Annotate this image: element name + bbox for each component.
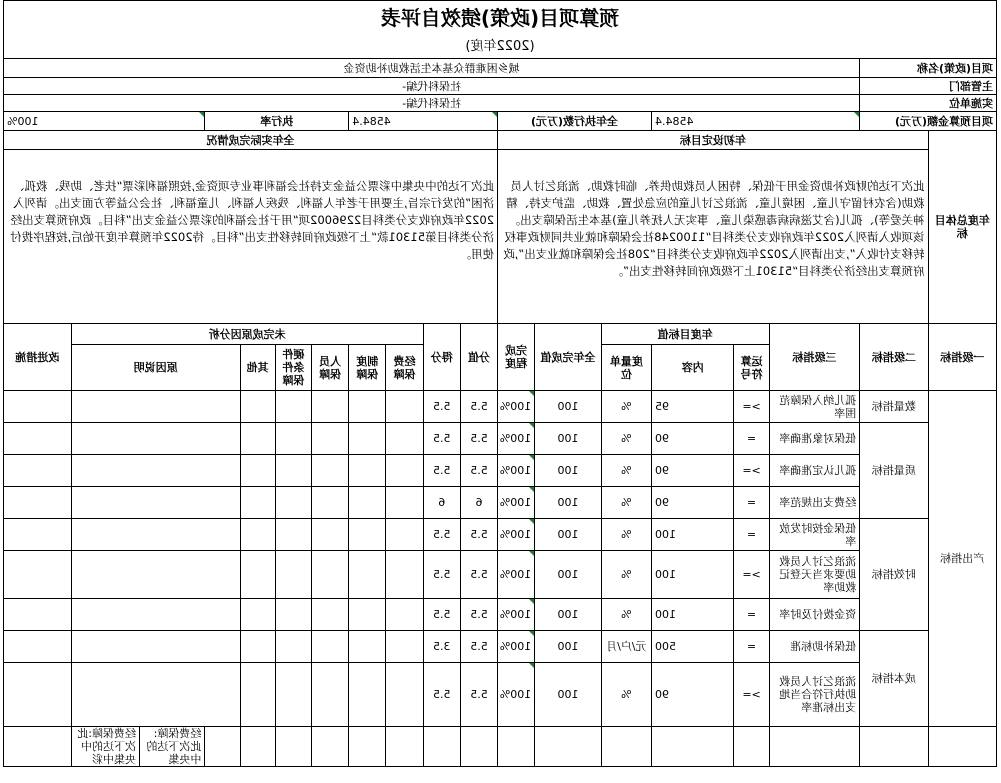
- exec-value[interactable]: 4584.4: [349, 112, 498, 131]
- weight-cell[interactable]: 5.5: [460, 423, 497, 455]
- header-system: 制度保障: [349, 345, 386, 391]
- reason-check-cell[interactable]: [349, 487, 386, 519]
- completion-cell[interactable]: 100%: [498, 663, 535, 727]
- page-title: 预算项目(政策)绩效自评表: [4, 1, 997, 36]
- reason-check-cell[interactable]: [349, 631, 386, 663]
- reason-check-cell[interactable]: [275, 631, 311, 663]
- full-year-value-cell[interactable]: 100: [535, 663, 601, 727]
- reason-check-cell[interactable]: [275, 663, 311, 727]
- content-cell[interactable]: 100: [651, 551, 733, 599]
- bottom-note-cause[interactable]: 经费保障:此次下达的中央集: [139, 727, 204, 767]
- level3-cell[interactable]: 孤儿认定准确率: [769, 455, 860, 487]
- weight-cell[interactable]: 5.5: [460, 391, 497, 423]
- cause-desc-cell[interactable]: [71, 391, 240, 423]
- reason-check-cell[interactable]: [349, 519, 386, 551]
- header-operator: 运算符号: [734, 345, 769, 391]
- reason-check-cell[interactable]: [349, 663, 386, 727]
- actual-goal-header: 全年实际完成情况: [4, 131, 498, 150]
- operator-cell[interactable]: =: [734, 423, 769, 455]
- bottom-cell: [651, 727, 733, 767]
- bottom-cell: [423, 727, 460, 767]
- reason-check-cell[interactable]: [349, 423, 386, 455]
- weight-cell[interactable]: 5.5: [460, 631, 497, 663]
- level2-cell: 质量指标: [860, 423, 928, 519]
- full-year-value-cell[interactable]: 100: [535, 631, 601, 663]
- bottom-cell: [275, 727, 311, 767]
- unit-cell[interactable]: %: [601, 663, 651, 727]
- reason-check-cell[interactable]: [386, 391, 423, 423]
- improve-cell[interactable]: [4, 631, 72, 663]
- budget-label: 项目预算金额(万元): [860, 112, 997, 131]
- score-cell[interactable]: 5.5: [423, 551, 460, 599]
- reason-check-cell[interactable]: [349, 599, 386, 631]
- full-year-value-cell[interactable]: 100: [535, 423, 601, 455]
- completion-cell[interactable]: 100%: [498, 551, 535, 599]
- bottom-cell: [860, 727, 928, 767]
- header-other: 其他: [240, 345, 275, 391]
- completion-cell[interactable]: 100%: [498, 455, 535, 487]
- header-weight: 分值: [460, 324, 497, 391]
- reason-check-cell[interactable]: [275, 487, 311, 519]
- header-personnel: 人员保障: [311, 345, 348, 391]
- operator-cell[interactable]: >=: [734, 551, 769, 599]
- weight-cell[interactable]: 5.5: [460, 455, 497, 487]
- unit-label: 实施单位: [860, 95, 997, 112]
- cause-desc-cell[interactable]: [71, 551, 240, 599]
- header-reasons: 未完成原因分析: [71, 324, 423, 345]
- unit-cell[interactable]: %: [601, 455, 651, 487]
- full-year-value-cell[interactable]: 100: [535, 599, 601, 631]
- reason-check-cell[interactable]: [311, 455, 348, 487]
- content-cell[interactable]: 95: [651, 391, 733, 423]
- reason-check-cell[interactable]: [311, 599, 348, 631]
- reason-check-cell[interactable]: [386, 599, 423, 631]
- reason-check-cell[interactable]: [240, 455, 275, 487]
- level3-cell[interactable]: 流浪乞讨人员救助要求当天登记救助率: [769, 551, 860, 599]
- bottom-note-improve[interactable]: 经费保障:此次下达的中央集中彩: [71, 727, 139, 767]
- project-name-value[interactable]: 城乡困难群众基本生活救助补助资金: [4, 59, 860, 78]
- reason-check-cell[interactable]: [349, 551, 386, 599]
- unit-cell[interactable]: %: [601, 423, 651, 455]
- reason-check-cell[interactable]: [240, 663, 275, 727]
- reason-check-cell[interactable]: [275, 599, 311, 631]
- score-cell[interactable]: 5.5: [423, 599, 460, 631]
- indicator-rows: [4, 391, 997, 727]
- table-row: [4, 455, 997, 487]
- reason-check-cell[interactable]: [349, 455, 386, 487]
- cause-desc-cell[interactable]: [71, 423, 240, 455]
- content-cell[interactable]: 500: [651, 631, 733, 663]
- unit-cell[interactable]: %: [601, 551, 651, 599]
- cause-desc-cell[interactable]: [71, 631, 240, 663]
- completion-cell[interactable]: 100%: [498, 391, 535, 423]
- reason-check-cell[interactable]: [311, 487, 348, 519]
- weight-cell[interactable]: 5.5: [460, 599, 497, 631]
- reason-check-cell[interactable]: [275, 423, 311, 455]
- content-cell[interactable]: 90: [651, 423, 733, 455]
- score-cell[interactable]: 5.5: [423, 423, 460, 455]
- level2-cell: 时效指标: [860, 519, 928, 631]
- level2-cell: 成本指标: [860, 631, 928, 727]
- table-row: [4, 551, 997, 599]
- reason-check-cell[interactable]: [386, 631, 423, 663]
- level3-cell[interactable]: 低保对象准确率: [769, 423, 860, 455]
- unit-value[interactable]: 社保科代编-: [4, 95, 860, 112]
- table-row: [4, 599, 997, 631]
- reason-check-cell[interactable]: [240, 519, 275, 551]
- full-year-value-cell[interactable]: 100: [535, 551, 601, 599]
- score-cell[interactable]: 5.5: [423, 519, 460, 551]
- improve-cell[interactable]: [4, 599, 72, 631]
- content-cell[interactable]: 100: [651, 519, 733, 551]
- reason-check-cell[interactable]: [311, 423, 348, 455]
- header-level1: 一级指标: [928, 324, 996, 391]
- actual-goal-text[interactable]: 此次下达的中央集中彩票公益金支持社会福利事业专项资金,按照福利彩票“扶老、助残、救孤、济困”的发行宗旨,主要用于老年人福利、残疾人福利、儿童福利、社会公益等方面支出。请列入2022年政府收支分类科目2296002项“用于社会福利的彩票公益金支出”科目。政府预算支出经济分类科目第51301款“上下级政府间转移性支出”科目。待2022年预算年度开始后,按程序拨付使用。: [4, 150, 498, 324]
- improve-cell[interactable]: [4, 455, 72, 487]
- header-cause-desc: 原因说明: [71, 345, 240, 391]
- rate-label: 执行率: [205, 112, 349, 131]
- weight-cell[interactable]: 5.5: [460, 663, 497, 727]
- reason-check-cell[interactable]: [386, 663, 423, 727]
- level3-cell[interactable]: 孤儿纳入保障范围率: [769, 391, 860, 423]
- dept-label: 主管部门: [860, 78, 997, 95]
- content-cell[interactable]: 90: [651, 455, 733, 487]
- reason-check-cell[interactable]: [311, 391, 348, 423]
- header-unit: 度量单位: [601, 345, 651, 391]
- bottom-cell: [734, 727, 769, 767]
- header-annual-target: 年度目标值: [601, 324, 769, 345]
- score-cell[interactable]: 5.5: [423, 663, 460, 727]
- reason-check-cell[interactable]: [311, 663, 348, 727]
- header-full-year-value: 全年完成值: [535, 324, 601, 391]
- budget-value[interactable]: 4584.4: [651, 112, 859, 131]
- operator-cell[interactable]: =: [734, 599, 769, 631]
- weight-cell[interactable]: 5.5: [460, 551, 497, 599]
- reason-check-cell[interactable]: [275, 551, 311, 599]
- cause-desc-cell[interactable]: [71, 663, 240, 727]
- reason-check-cell[interactable]: [240, 599, 275, 631]
- reason-check-cell[interactable]: [240, 487, 275, 519]
- score-cell[interactable]: 5.5: [423, 391, 460, 423]
- completion-cell[interactable]: 100%: [498, 423, 535, 455]
- table-row: [4, 519, 997, 551]
- table-row: [4, 487, 997, 519]
- bottom-cell: [311, 727, 348, 767]
- reason-check-cell[interactable]: [311, 551, 348, 599]
- bottom-cell: [498, 727, 535, 767]
- bottom-cell: [4, 727, 72, 767]
- reason-check-cell[interactable]: [311, 519, 348, 551]
- completion-cell[interactable]: 100%: [498, 487, 535, 519]
- reason-check-cell[interactable]: [386, 487, 423, 519]
- bottom-cell: [769, 727, 860, 767]
- level1-cell: 产出指标: [928, 391, 996, 727]
- project-name-label: 项目(政策)名称: [860, 59, 997, 78]
- improve-cell[interactable]: [4, 551, 72, 599]
- reason-check-cell[interactable]: [311, 631, 348, 663]
- bottom-cell: [601, 727, 651, 767]
- operator-cell[interactable]: =: [734, 631, 769, 663]
- operator-cell[interactable]: >=: [734, 455, 769, 487]
- cause-desc-cell[interactable]: [71, 599, 240, 631]
- reason-check-cell[interactable]: [386, 551, 423, 599]
- goal-section-label: 年度总体目标: [928, 131, 996, 324]
- score-cell[interactable]: 6: [423, 487, 460, 519]
- reason-check-cell[interactable]: [240, 423, 275, 455]
- level3-cell[interactable]: 经费支出规范率: [769, 487, 860, 519]
- bottom-cell: [386, 727, 423, 767]
- header-level2: 二级指标: [860, 324, 928, 391]
- bottom-cell: [535, 727, 601, 767]
- reason-check-cell[interactable]: [240, 631, 275, 663]
- header-completion: 完成程度: [498, 324, 535, 391]
- unit-cell[interactable]: %: [601, 599, 651, 631]
- improve-cell[interactable]: [4, 519, 72, 551]
- unit-cell[interactable]: %: [601, 519, 651, 551]
- improve-cell[interactable]: [4, 391, 72, 423]
- full-year-value-cell[interactable]: 100: [535, 455, 601, 487]
- planned-goal-header: 年初设定目标: [498, 131, 929, 150]
- reason-check-cell[interactable]: [386, 455, 423, 487]
- level3-cell[interactable]: 低保补助标准: [769, 631, 860, 663]
- improve-cell[interactable]: [4, 663, 72, 727]
- completion-cell[interactable]: 100%: [498, 631, 535, 663]
- table-row: [4, 423, 997, 455]
- operator-cell[interactable]: =: [734, 487, 769, 519]
- level3-cell[interactable]: 资金拨付及时率: [769, 599, 860, 631]
- unit-cell[interactable]: %: [601, 391, 651, 423]
- full-year-value-cell[interactable]: 100: [535, 487, 601, 519]
- header-funding: 经费保障: [386, 345, 423, 391]
- reason-check-cell[interactable]: [386, 423, 423, 455]
- table-row: [4, 391, 997, 423]
- operator-cell[interactable]: >=: [734, 391, 769, 423]
- operator-cell[interactable]: =: [734, 519, 769, 551]
- cause-desc-cell[interactable]: [71, 519, 240, 551]
- dept-value[interactable]: 社保科代编-: [4, 78, 860, 95]
- level3-cell[interactable]: 低保金按时发放率: [769, 519, 860, 551]
- header-content: 内容: [651, 345, 733, 391]
- improve-cell[interactable]: [4, 423, 72, 455]
- exec-label: 全年执行数(万元): [498, 112, 652, 131]
- content-cell[interactable]: 90: [651, 487, 733, 519]
- full-year-value-cell[interactable]: 100: [535, 519, 601, 551]
- header-score: 得分: [423, 324, 460, 391]
- score-cell[interactable]: 3.5: [423, 631, 460, 663]
- header-hardware: 硬件条件保障: [275, 345, 311, 391]
- table-row: [4, 631, 997, 663]
- level3-cell[interactable]: 流浪乞讨人员救助执行符合当地支出标准率: [769, 663, 860, 727]
- bottom-cell: [349, 727, 386, 767]
- cause-desc-cell[interactable]: [71, 455, 240, 487]
- score-cell[interactable]: 5.5: [423, 455, 460, 487]
- bottom-cell: [205, 727, 240, 767]
- header-improve: 改进措施: [4, 324, 72, 391]
- completion-cell[interactable]: 100%: [498, 599, 535, 631]
- reason-check-cell[interactable]: [240, 391, 275, 423]
- operator-cell[interactable]: >=: [734, 663, 769, 727]
- unit-cell[interactable]: 元/户/月: [601, 631, 651, 663]
- full-year-value-cell[interactable]: 100: [535, 391, 601, 423]
- bottom-cell: [460, 727, 497, 767]
- rate-value[interactable]: 100%: [4, 112, 205, 131]
- table-row: [4, 663, 997, 727]
- page-subtitle: (2022年度): [4, 36, 997, 59]
- content-cell[interactable]: 100: [651, 599, 733, 631]
- unit-cell[interactable]: %: [601, 487, 651, 519]
- bottom-cell: [928, 727, 996, 767]
- weight-cell[interactable]: 6: [460, 487, 497, 519]
- bottom-cell: [240, 727, 275, 767]
- reason-check-cell[interactable]: [349, 391, 386, 423]
- reason-check-cell[interactable]: [275, 391, 311, 423]
- header-level3: 三级指标: [769, 324, 860, 391]
- level2-cell: 数量指标: [860, 391, 928, 423]
- performance-evaluation-table: [3, 0, 997, 767]
- weight-cell[interactable]: 5.5: [460, 519, 497, 551]
- improve-cell[interactable]: [4, 487, 72, 519]
- reason-check-cell[interactable]: [275, 519, 311, 551]
- reason-check-cell[interactable]: [386, 519, 423, 551]
- content-cell[interactable]: 90: [651, 663, 733, 727]
- planned-goal-text[interactable]: 此次下达的财政补助资金用于低保、特困人员救助供养、临时救助、流浪乞讨人员救助(含农村留守儿童、困境儿童、流浪乞讨儿童的应急处置、救助、监护支持、精神关爱等)、孤儿(含艾滋病病毒感染儿童、事实无人抚养儿童)基本生活保障支出。该项收入请列入2022年政府收支分类科目“1100248社会保障和就业共同财政事权转移支付收入”,支出请列入2022年政府收支分类科目“208社会保障和就业支出”,政府预算支出经济分类科目“51301上下级政府间转移性支出”。: [498, 150, 929, 324]
- reason-check-cell[interactable]: [275, 455, 311, 487]
- completion-cell[interactable]: 100%: [498, 519, 535, 551]
- cause-desc-cell[interactable]: [71, 487, 240, 519]
- reason-check-cell[interactable]: [240, 551, 275, 599]
